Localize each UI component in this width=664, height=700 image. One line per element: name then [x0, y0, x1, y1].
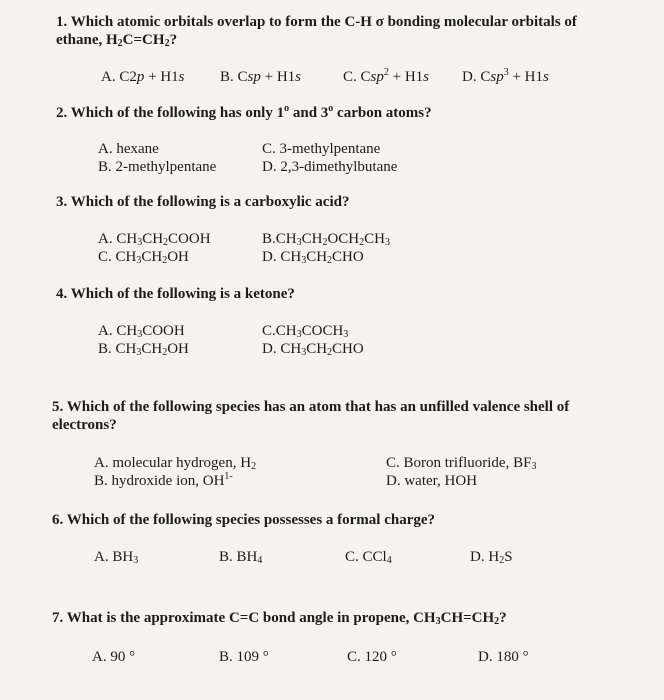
question-7-option-b[interactable]: B. 109 ° — [219, 649, 269, 665]
question-1-option-d[interactable]: D. Csp$^3$ + H1s — [462, 67, 549, 85]
question-2-option-a[interactable]: A. hexane — [98, 141, 159, 157]
question-5-option-a[interactable]: A. molecular hydrogen, $H_2$ — [94, 455, 257, 472]
question-1-option-b[interactable]: B. Csp + H1s — [220, 69, 302, 85]
question-4-option-d[interactable]: D. $CH_3CH_2CHO$ — [262, 341, 364, 358]
question-1-text-line1: 1. Which atomic orbitals overlap to form the C-H σ bonding molecular orbitals of — [56, 14, 577, 30]
question-3-option-d[interactable]: D. $CH_3CH_2CHO$ — [262, 249, 364, 266]
question-3-option-c[interactable]: C. $CH_3CH_2OH$ — [98, 249, 189, 266]
question-3-option-a[interactable]: A. $CH_3CH_2COOH$ — [98, 231, 211, 248]
question-5-option-d[interactable]: D. water, HOH — [386, 473, 478, 489]
question-7-text: 7. What is the approximate C=C bond angle in propene, $CH_3CH=CH_2$? — [52, 610, 507, 627]
question-7-option-a[interactable]: A. 90 ° — [92, 649, 136, 665]
question-1-option-c[interactable]: C. Csp$^2$ + H1s — [343, 67, 430, 85]
question-2-option-d[interactable]: D. 2,3-dimethylbutane — [262, 159, 398, 175]
question-5-text-line2: electrons? — [52, 417, 117, 433]
question-4-text: 4. Which of the following is a ketone? — [56, 286, 295, 302]
question-6-option-b[interactable]: B. $BH_4$ — [219, 549, 263, 566]
question-2-option-b[interactable]: B. 2-methylpentane — [98, 159, 217, 175]
question-5-option-c[interactable]: C. Boron trifluoride, $BF_3$ — [386, 455, 537, 472]
question-4-option-b[interactable]: B. $CH_3CH_2OH$ — [98, 341, 189, 358]
question-1-text-line2: ethane, $H_2C=CH_2$? — [56, 32, 178, 49]
question-7-option-d[interactable]: D. 180 ° — [478, 649, 529, 665]
question-6-option-a[interactable]: A. $BH_3$ — [94, 549, 139, 566]
question-2-option-c[interactable]: C. 3-methylpentane — [262, 141, 381, 157]
question-4-option-a[interactable]: A. $CH_3COOH$ — [98, 323, 185, 340]
question-4-option-c[interactable]: $C.CH_3COCH_3$ — [262, 323, 349, 340]
question-3-text: 3. Which of the following is a carboxylic acid? — [56, 194, 350, 210]
question-3-option-b[interactable]: $B.CH_3CH_2OCH_2CH_3$ — [262, 231, 390, 248]
question-6-option-d[interactable]: D. $H_2S$ — [470, 549, 513, 566]
question-5-text-line1: 5. Which of the following species has an atom that has an unfilled valence shell of — [52, 399, 570, 415]
question-1-option-a[interactable]: A. C2p + H1s — [101, 69, 185, 85]
question-5-option-b[interactable]: B. hydroxide ion, $OH^{1-}$ — [94, 471, 233, 489]
question-7-option-c[interactable]: C. 120 ° — [347, 649, 397, 665]
question-6-option-c[interactable]: C. CCl$_4$ — [345, 549, 392, 566]
question-2-text: 2. Which of the following has only 1$^o$ and 3$^o$ carbon atoms? — [56, 103, 432, 121]
question-6-text: 6. Which of the following species possesses a formal charge? — [52, 512, 436, 528]
